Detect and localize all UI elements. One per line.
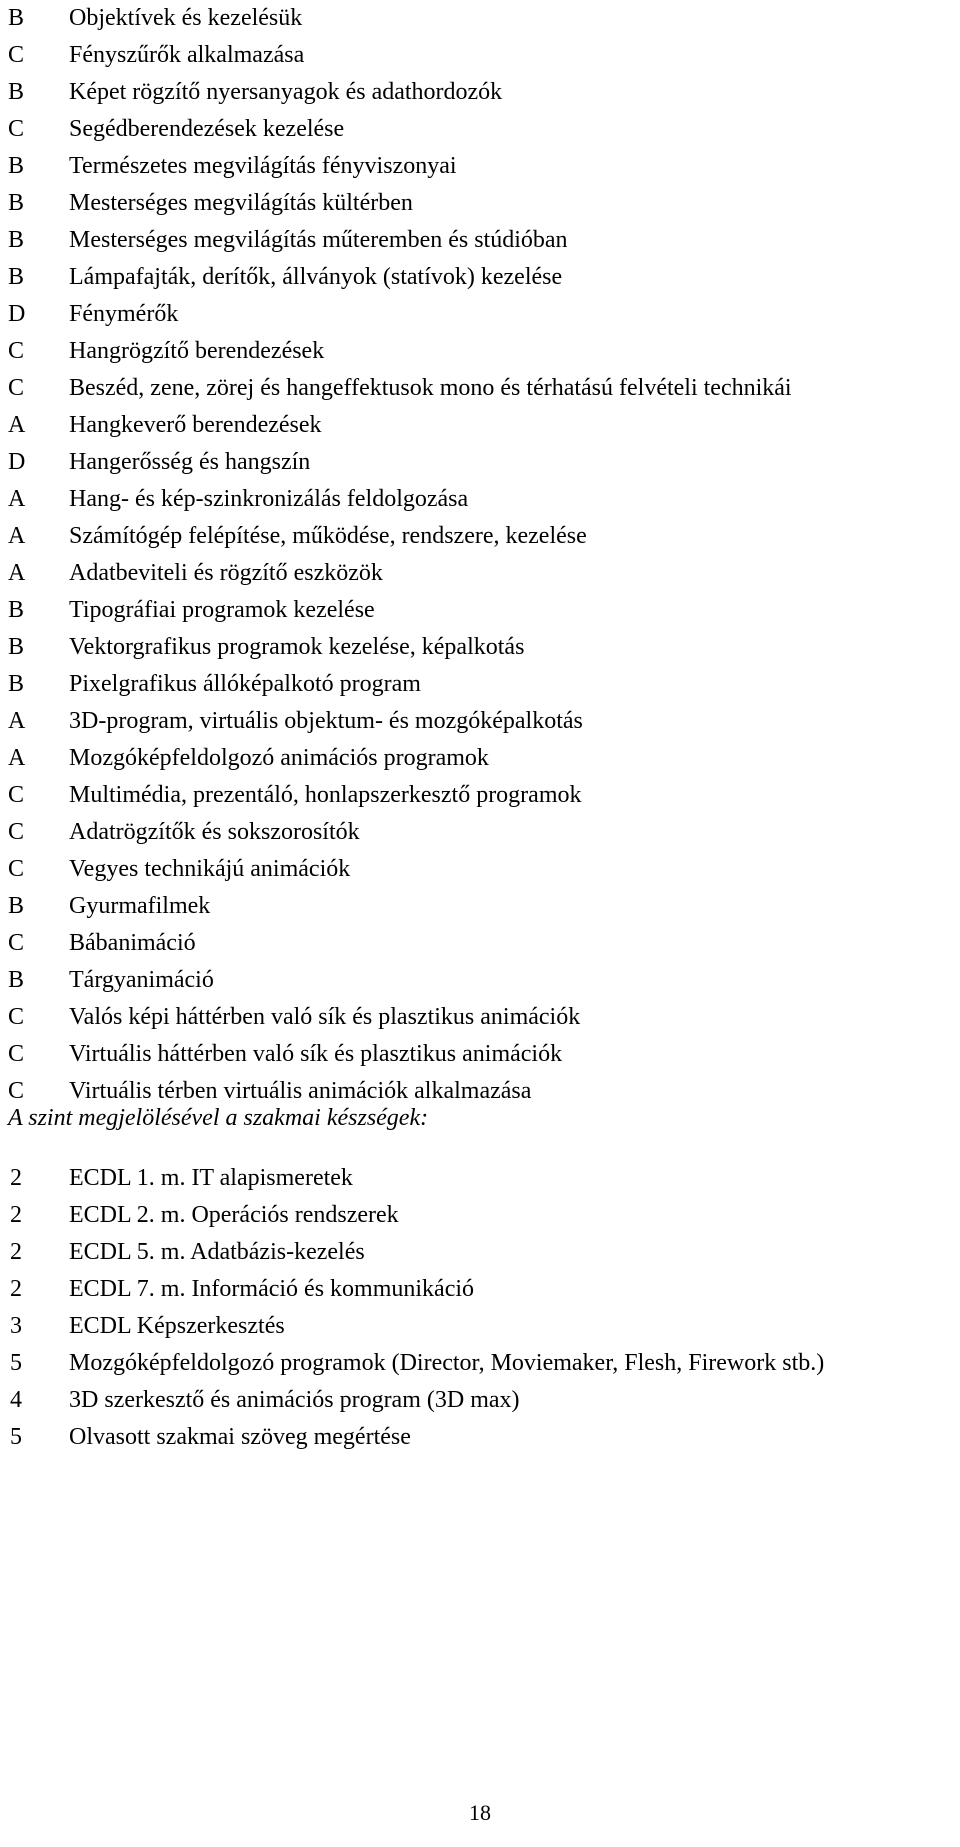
subject-row	[0, 777, 960, 814]
subject-row	[0, 0, 960, 37]
subject-row	[0, 1036, 960, 1073]
subject-row	[0, 814, 960, 851]
subject-row-name: Hangkeverő berendezések	[69, 412, 322, 438]
subject-row	[0, 703, 960, 740]
subject-row-name: Vegyes technikájú animációk	[69, 856, 351, 882]
subject-row	[0, 370, 960, 407]
subject-row-level: B	[8, 893, 25, 919]
subject-row-level: A	[8, 412, 26, 438]
subject-row-level: C	[8, 1078, 25, 1104]
skill-row-level: 4	[10, 1387, 22, 1413]
subject-row-level: A	[8, 486, 26, 512]
skill-row-name: ECDL 5. m. Adatbázis-kezelés	[69, 1239, 365, 1265]
subject-row-name: Természetes megvilágítás fényviszonyai	[69, 153, 457, 179]
subject-row	[0, 333, 960, 370]
subject-row	[0, 925, 960, 962]
subject-row-name: Valós képi háttérben való sík és plasztikus animációk	[69, 1004, 581, 1030]
subject-row	[0, 555, 960, 592]
subject-row-level: D	[8, 301, 26, 327]
subject-row-level: B	[8, 671, 25, 697]
skill-row	[0, 1308, 960, 1345]
skill-row	[0, 1271, 960, 1308]
subject-row-name: Vektorgrafikus programok kezelése, képalkotás	[69, 634, 525, 660]
subject-row	[0, 296, 960, 333]
subject-row-name: Fénymérők	[69, 301, 179, 327]
skill-row-name: Mozgóképfeldolgozó programok (Director, Moviemaker, Flesh, Firework stb.)	[69, 1350, 825, 1376]
subject-row	[0, 148, 960, 185]
subject-row-level: B	[8, 153, 25, 179]
skill-row	[0, 1382, 960, 1419]
skill-row-name: ECDL Képszerkesztés	[69, 1313, 285, 1339]
subject-row-name: Adatbeviteli és rögzítő eszközök	[69, 560, 383, 586]
skills-list	[0, 1160, 960, 1456]
subject-row-name: Lámpafajták, derítők, állványok (statívok) kezelése	[69, 264, 563, 290]
subject-row-level: C	[8, 338, 25, 364]
subject-row-level: A	[8, 523, 26, 549]
subject-row-level: C	[8, 819, 25, 845]
subject-row-level: B	[8, 264, 25, 290]
subject-row-level: B	[8, 79, 25, 105]
subject-row	[0, 259, 960, 296]
subject-row-name: Segédberendezések kezelése	[69, 116, 345, 142]
skill-row-level: 5	[10, 1424, 22, 1450]
skill-row-level: 2	[10, 1165, 22, 1191]
subject-row-name: Virtuális háttérben való sík és plasztikus animációk	[69, 1041, 563, 1067]
subject-row	[0, 962, 960, 999]
skill-row	[0, 1419, 960, 1456]
skill-row-level: 2	[10, 1202, 22, 1228]
subject-row-level: C	[8, 116, 25, 142]
subject-row-name: 3D-program, virtuális objektum- és mozgóképalkotás	[69, 708, 583, 734]
subject-row	[0, 185, 960, 222]
subject-row	[0, 999, 960, 1036]
subject-row-level: A	[8, 560, 26, 586]
subject-row	[0, 111, 960, 148]
skill-row-name: Olvasott szakmai szöveg megértése	[69, 1424, 411, 1450]
subject-row-level: C	[8, 42, 25, 68]
skill-row-name: ECDL 1. m. IT alapismeretek	[69, 1165, 353, 1191]
subject-row-name: Mesterséges megvilágítás műteremben és stúdióban	[69, 227, 568, 253]
subject-row-name: Fényszűrők alkalmazása	[69, 42, 305, 68]
page-number: 18	[469, 1800, 491, 1825]
subject-row-name: Képet rögzítő nyersanyagok és adathordozók	[69, 79, 503, 105]
subject-row-name: Bábanimáció	[69, 930, 196, 956]
subject-row	[0, 888, 960, 925]
subject-row-name: Számítógép felépítése, működése, rendszere, kezelése	[69, 523, 587, 549]
skill-row-level: 2	[10, 1276, 22, 1302]
skill-row-level: 5	[10, 1350, 22, 1376]
subject-row-name: Hangrögzítő berendezések	[69, 338, 325, 364]
subject-row	[0, 407, 960, 444]
subject-row-level: A	[8, 708, 26, 734]
skill-row-name: ECDL 2. m. Operációs rendszerek	[69, 1202, 399, 1228]
subject-row	[0, 629, 960, 666]
subject-row	[0, 666, 960, 703]
subject-row	[0, 740, 960, 777]
subject-row-level: B	[8, 597, 25, 623]
skill-row	[0, 1234, 960, 1271]
subject-row	[0, 851, 960, 888]
skills-section-title: A szint megjelölésével a szakmai készségek:	[8, 1105, 429, 1131]
subject-row-name: Virtuális térben virtuális animációk alkalmazása	[69, 1078, 532, 1104]
skill-row-level: 2	[10, 1239, 22, 1265]
subject-row-level: C	[8, 782, 25, 808]
subject-row	[0, 74, 960, 111]
subject-row-name: Tipográfiai programok kezelése	[69, 597, 375, 623]
skill-row-name: 3D szerkesztő és animációs program (3D max)	[69, 1387, 520, 1413]
subject-row-name: Adatrögzítők és sokszorosítók	[69, 819, 360, 845]
skill-row-name: ECDL 7. m. Információ és kommunikáció	[69, 1276, 475, 1302]
subject-row-level: C	[8, 1041, 25, 1067]
subject-row-level: D	[8, 449, 26, 475]
subject-row	[0, 37, 960, 74]
subject-row-name: Beszéd, zene, zörej és hangeffektusok mono és térhatású felvételi technikái	[69, 375, 792, 401]
subject-row-name: Mozgóképfeldolgozó animációs programok	[69, 745, 489, 771]
subject-row	[0, 481, 960, 518]
skill-row	[0, 1160, 960, 1197]
subject-row-level: B	[8, 5, 25, 31]
subject-row-level: C	[8, 930, 25, 956]
skill-row-level: 3	[10, 1313, 22, 1339]
subject-row-level: A	[8, 745, 26, 771]
subject-row-name: Hangerősség és hangszín	[69, 449, 311, 475]
subject-row-name: Gyurmafilmek	[69, 893, 211, 919]
subject-row-level: B	[8, 634, 25, 660]
subject-row-name: Hang- és kép-szinkronizálás feldolgozása	[69, 486, 469, 512]
subject-row-level: B	[8, 227, 25, 253]
subject-row	[0, 518, 960, 555]
subject-row	[0, 592, 960, 629]
skill-row	[0, 1197, 960, 1234]
subject-row-level: B	[8, 190, 25, 216]
subject-row-name: Multimédia, prezentáló, honlapszerkesztő programok	[69, 782, 582, 808]
skill-row	[0, 1345, 960, 1382]
subject-row-level: C	[8, 1004, 25, 1030]
subject-row-name: Mesterséges megvilágítás kültérben	[69, 190, 413, 216]
subject-row-name: Objektívek és kezelésük	[69, 5, 303, 31]
subject-row-name: Pixelgrafikus állóképalkotó program	[69, 671, 421, 697]
subject-row	[0, 222, 960, 259]
subject-row-level: B	[8, 967, 25, 993]
subject-row-level: C	[8, 375, 25, 401]
subject-row	[0, 444, 960, 481]
subject-row-level: C	[8, 856, 25, 882]
subject-row-name: Tárgyanimáció	[69, 967, 214, 993]
